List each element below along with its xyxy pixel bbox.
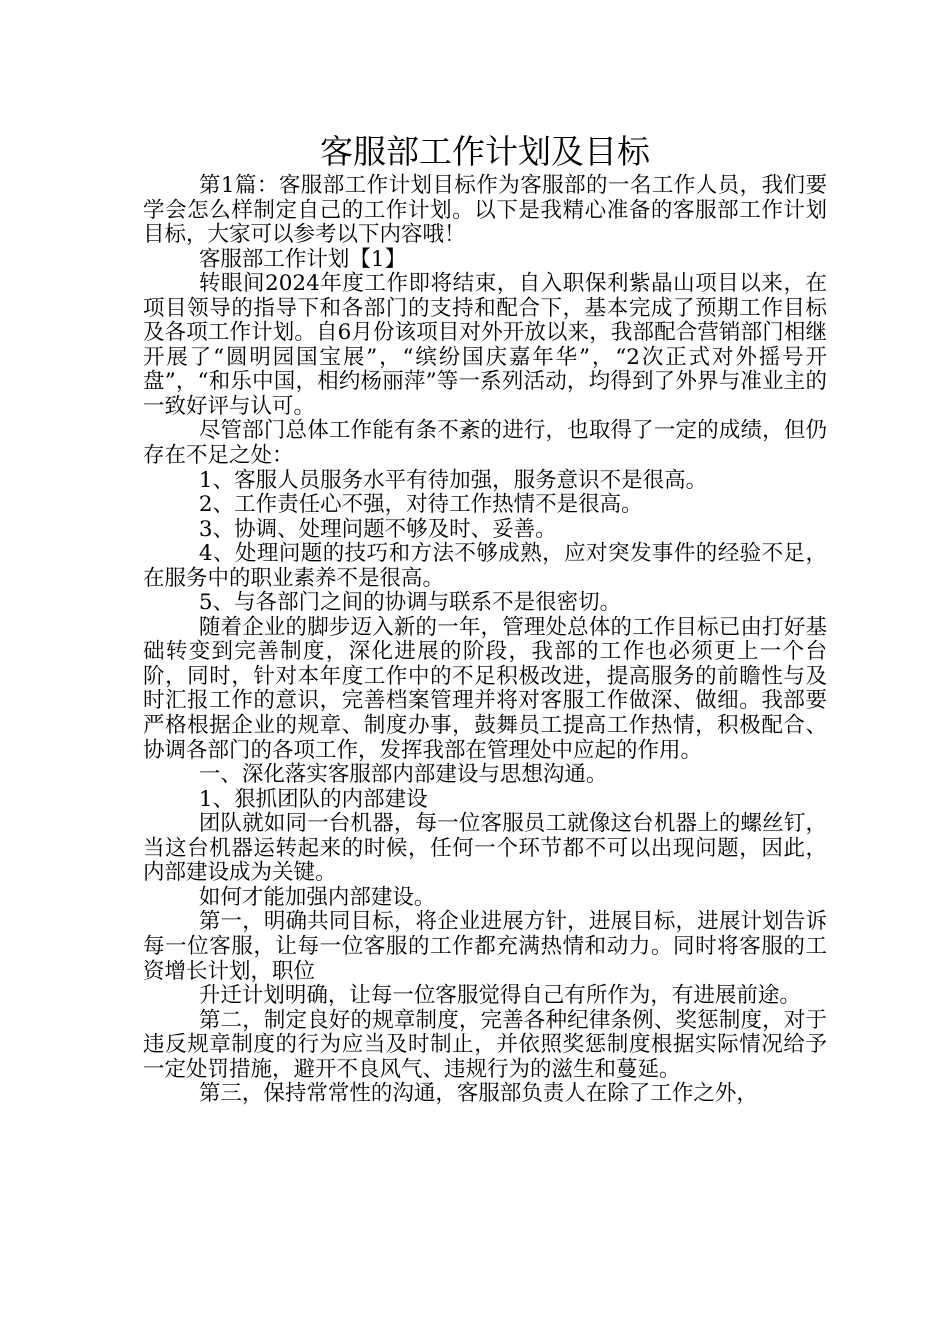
document-title: 客服部工作计划及目标 — [320, 132, 650, 171]
list-item: 4、处理问题的技巧和方法不够成熟，应对突发事件的经验不足，在服务中的职业素养不是很高。 — [143, 541, 827, 591]
list-item: 1、客服人员服务水平有待加强，服务意识不是很高。 — [198, 467, 708, 493]
intro-paragraph: 第1篇：客服部工作计划目标作为客服部的一名工作人员，我们要学会怎么样制定自己的工作计划。以下是我精心准备的客服部工作计划目标，大家可以参考以下内容哦！ — [143, 173, 827, 248]
body-paragraph: 转眼间2024年度工作即将结束，自入职保利紫晶山项目以来，在项目领导的指导下和各部门的支持和配合下，基本完成了预期工作目标及各项工作计划。自6月份该项目对外开放以来，我部配合营销部门相继开展了“圆明园国宝展”，“缤纷国庆嘉年华”，“2次正式对外摇号开盘”，“和乐中国，相约杨丽萍”等一系列活动，均得到了外界与准业主的一致好评与认可。 — [143, 271, 827, 419]
document-page — [143, 132, 827, 1107]
body-paragraph: 随着企业的脚步迈入新的一年，管理处总体的工作目标已由打好基础转变到完善制度，深化进展的阶段，我部的工作也必须更上一个台阶，同时，针对本年度工作中的不足积极改进，提高服务的前瞻性与及时汇报工作的意识，完善档案管理并将对客服工作做深、做细。我部要严格根据企业的规章、制度办事，鼓舞员工提高工作热情，积极配合、协调各部门的各项工作，发挥我部在管理处中应起的作用。 — [143, 614, 827, 763]
body-paragraph: 如何才能加强内部建设。 — [198, 884, 436, 910]
body-paragraph: 第一，明确共同目标，将企业进展方针，进展目标，进展计划告诉每一位客服，让每一位客服的工作都充满热情和动力。同时将客服的工资增长计划，职位 — [143, 909, 827, 984]
body-paragraph: 尽管部门总体工作能有条不紊的进行，也取得了一定的成绩，但仍存在不足之处： — [143, 418, 827, 469]
subsection-heading: 1、狠抓团队的内部建设 — [198, 786, 428, 812]
list-item: 5、与各部门之间的协调与联系不是很密切。 — [198, 590, 622, 616]
list-item: 3、协调、处理问题不够及时、妥善。 — [198, 516, 557, 542]
body-paragraph: 第三，保持常常性的沟通，客服部负责人在除了工作之外， — [198, 1081, 758, 1107]
section-heading: 一、深化落实客服部内部建设与思想沟通。 — [198, 762, 608, 788]
list-item: 2、工作责任心不强，对待工作热情不是很高。 — [198, 492, 643, 518]
body-paragraph: 升迁计划明确，让每一位客服觉得自己有所作为，有进展前途。 — [198, 983, 801, 1009]
body-paragraph: 第二，制定良好的规章制度，完善各种纪律条例、奖惩制度，对于违反规章制度的行为应当及时制止，并依照奖惩制度根据实际情况给予一定处罚措施，避开不良风气、违规行为的滋生和蔓延。 — [143, 1007, 827, 1082]
section-heading: 客服部工作计划【1】 — [198, 246, 407, 272]
body-paragraph: 团队就如同一台机器，每一位客服员工就像这台机器上的螺丝钉，当这台机器运转起来的时候，任何一个环节都不可以出现问题，因此，内部建设成为关键。 — [143, 811, 827, 886]
